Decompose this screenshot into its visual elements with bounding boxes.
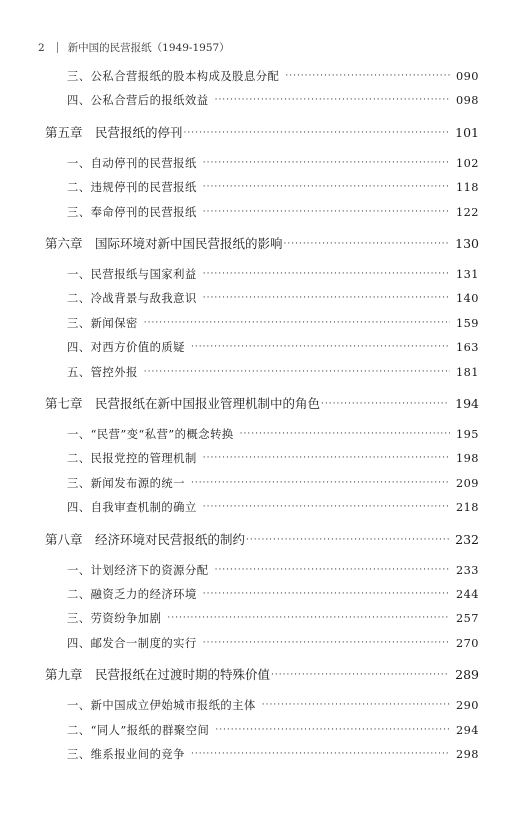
entry-page-number: 298 [455, 748, 479, 761]
toc-section-entry [67, 635, 479, 651]
toc-section-entry [67, 92, 479, 108]
dot-leader [203, 158, 450, 168]
entry-title: 四、对西方价值的质疑 [67, 341, 185, 355]
entry-page-number: 209 [455, 476, 479, 490]
dot-leader [271, 670, 449, 680]
dot-leader [321, 399, 449, 409]
entry-title: 一、“民营”变“私营”的概念转换 [67, 428, 234, 441]
entry-page-number: 130 [455, 236, 479, 251]
dot-leader [215, 565, 450, 575]
entry-page-number: 098 [455, 94, 479, 108]
dot-leader [203, 207, 450, 217]
dot-leader [203, 293, 450, 303]
dot-leader [215, 95, 450, 105]
entry-title: 三、劳资纷争加剧 [67, 612, 162, 626]
entry-title: 四、自我审查机制的确立 [67, 501, 197, 515]
toc-chapter-entry [45, 530, 479, 548]
toc-section-entry [67, 426, 479, 442]
entry-title: 一、民营报纸与国家利益 [67, 268, 197, 281]
entry-title: 二、融资乏力的经济环境 [67, 588, 197, 601]
entry-title: 第五章 民营报纸的停刊 [45, 124, 183, 140]
dot-leader [285, 71, 450, 81]
dot-leader [203, 589, 450, 599]
entry-title: 第九章 民营报纸在过渡时期的特殊价值 [45, 667, 271, 683]
entry-page-number: 101 [455, 124, 479, 140]
dot-leader [144, 318, 450, 328]
entry-page-number: 244 [455, 588, 479, 601]
toc-chapter-entry [45, 123, 479, 141]
dot-leader [191, 478, 450, 488]
entry-title: 三、公私合营报纸的股本构成及股息分配 [67, 70, 280, 83]
entry-page-number: 194 [455, 396, 479, 411]
toc-section-entry [67, 746, 479, 762]
entry-title: 三、新闻发布源的统一 [67, 476, 185, 490]
toc-section-entry [67, 204, 479, 220]
entry-title: 第七章 民营报纸在新中国报业管理机制中的角色 [45, 396, 321, 411]
toc-section-entry [67, 68, 479, 84]
dot-leader [203, 638, 450, 648]
entry-page-number: 233 [455, 563, 479, 577]
entry-title: 五、管控外报 [67, 365, 138, 379]
dot-leader [203, 502, 450, 512]
entry-page-number: 181 [455, 365, 479, 379]
entry-title: 二、民报党控的管理机制 [67, 452, 197, 466]
entry-page-number: 159 [455, 316, 479, 330]
entry-page-number: 118 [455, 181, 479, 195]
entry-page-number: 090 [455, 70, 479, 83]
toc-section-entry [67, 266, 479, 282]
dot-leader [215, 725, 450, 735]
running-header [38, 40, 230, 55]
entry-page-number: 290 [455, 699, 479, 713]
entry-title: 四、邮发合一制度的实行 [67, 636, 197, 650]
toc-section-entry [67, 450, 479, 466]
dot-leader [262, 700, 450, 710]
entry-page-number: 218 [455, 501, 479, 515]
toc-chapter-entry [45, 234, 479, 252]
entry-page-number: 195 [455, 428, 479, 441]
entry-page-number: 102 [455, 156, 479, 170]
dot-leader [191, 342, 450, 352]
entry-page-number: 270 [455, 636, 479, 650]
toc-section-entry [67, 722, 479, 738]
page-number: 2 [38, 41, 45, 54]
toc-section-entry [67, 586, 479, 602]
entry-title: 二、冷战背景与敌我意识 [67, 292, 197, 306]
entry-title: 一、新中国成立伊始城市报纸的主体 [67, 699, 256, 713]
toc-section-entry [67, 499, 479, 515]
entry-title: 三、维系报业间的竞争 [67, 748, 185, 761]
toc-section-entry [67, 562, 479, 578]
book-title: 新中国的民营报纸（1949-1957） [67, 42, 230, 54]
toc-section-entry [67, 339, 479, 355]
header-divider [57, 42, 58, 53]
entry-title: 三、新闻保密 [67, 316, 138, 330]
entry-page-number: 140 [455, 292, 479, 306]
entry-title: 四、公私合营后的报纸效益 [67, 94, 209, 108]
toc-chapter-entry [45, 394, 479, 412]
entry-title: 第八章 经济环境对民营报纸的制约 [45, 531, 246, 547]
entry-page-number: 198 [455, 452, 479, 466]
dot-leader [184, 128, 450, 138]
entry-title: 三、奉命停刊的民营报纸 [67, 205, 197, 219]
toc-section-entry [67, 610, 479, 626]
toc-section-entry [67, 290, 479, 306]
toc-chapter-entry [45, 665, 479, 683]
toc-section-entry [67, 179, 479, 195]
entry-page-number: 122 [455, 205, 479, 219]
dot-leader [240, 429, 450, 439]
entry-title: 一、自动停刊的民营报纸 [67, 156, 197, 170]
entry-title: 二、违规停刊的民营报纸 [67, 181, 197, 195]
toc-section-entry [67, 315, 479, 331]
dot-leader [203, 453, 450, 463]
entry-page-number: 294 [455, 723, 479, 737]
dot-leader [284, 239, 450, 249]
entry-title: 二、“同人”报纸的群聚空间 [67, 723, 210, 737]
dot-leader [144, 367, 450, 377]
toc-section-entry [67, 475, 479, 491]
toc-section-entry [67, 364, 479, 380]
dot-leader [167, 613, 450, 623]
dot-leader [203, 269, 450, 279]
entry-title: 一、计划经济下的资源分配 [67, 563, 209, 577]
toc-section-entry [67, 155, 479, 171]
dot-leader [203, 182, 450, 192]
entry-page-number: 163 [455, 341, 479, 355]
entry-page-number: 289 [455, 667, 479, 683]
entry-page-number: 257 [455, 612, 479, 626]
dot-leader [191, 749, 450, 759]
toc-section-entry [67, 697, 479, 713]
entry-page-number: 131 [455, 268, 479, 281]
dot-leader [246, 535, 449, 545]
entry-title: 第六章 国际环境对新中国民营报纸的影响 [45, 236, 283, 251]
entry-page-number: 232 [455, 531, 479, 547]
